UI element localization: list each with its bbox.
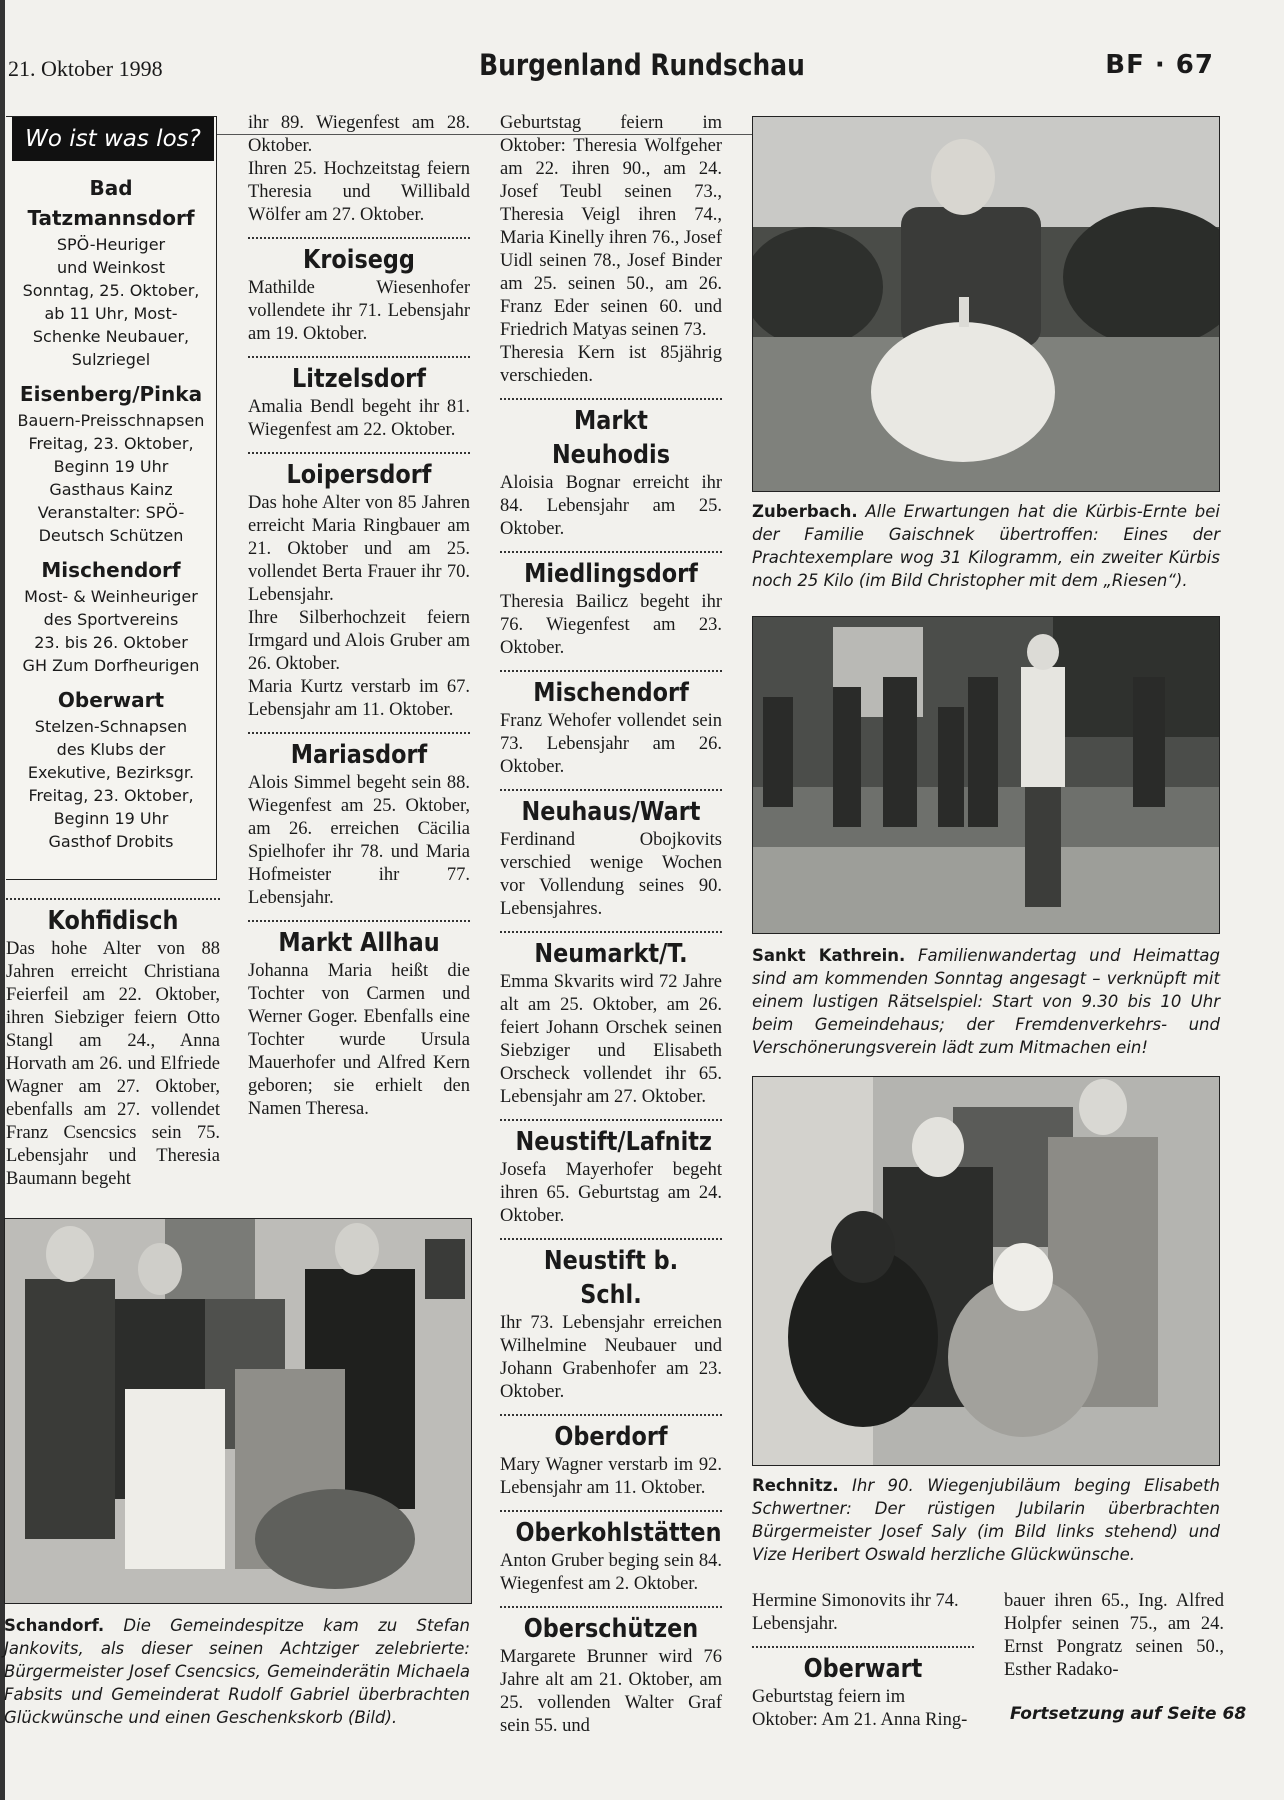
event-detail: Deutsch Schützen	[38, 526, 184, 545]
place-heading: Mariasdorf	[290, 740, 428, 770]
event-detail: Gasthof Drobits	[48, 832, 174, 851]
column-1	[6, 898, 220, 1191]
section-divider	[500, 398, 722, 400]
article-text: Geburtstag feiern im Oktober: Am 21. Anna Ring-	[752, 1687, 968, 1730]
section-divider	[6, 898, 220, 900]
article-text: bauer ihren 65., Ing. Alfred Holpfer seinen 75., am 24. Ernst Pongratz seinen 50., Esther Radako-	[1004, 1591, 1224, 1680]
place-heading: Loipersdorf	[286, 460, 432, 490]
section-divider	[248, 732, 470, 734]
article-text: Emma Skvarits wird 72 Jahre alt am 25. Oktober, am 26. feiert Johann Orschek seinen Siebziger und Elisabeth Orscheck vollendet ihr 65. Lebensjahr am 27. Oktober.	[500, 972, 722, 1107]
events-box	[6, 116, 217, 880]
newspaper-title: Burgenland Rundschau	[479, 48, 805, 82]
place-heading: Neuhaus/Wart	[521, 797, 701, 827]
article-text: Das hohe Alter von 85 Jahren erreicht Maria Ringbauer am 21. Oktober und am 25. vollendet Berta Frauer ihr 70. Lebensjahr.	[248, 493, 470, 605]
caption-rechnitz	[752, 1474, 1220, 1566]
article-text: Ihre Silberhochzeit feiern Irmgard und Alois Gruber am 26. Oktober.	[248, 608, 470, 674]
place-heading: Miedlingsdorf	[524, 559, 698, 589]
place-heading: Mischendorf	[533, 678, 689, 708]
caption-place: Sankt Kathrein.	[752, 946, 906, 965]
event-detail: Stelzen-Schnapsen	[34, 717, 188, 736]
event-detail: Veranstalter: SPÖ-	[37, 503, 185, 522]
place-heading: Markt Allhau	[278, 928, 440, 958]
event-place: Bad Tatzmannsdorf	[27, 176, 195, 230]
caption-text: Alle Erwartungen hat die Kürbis-Ernte bei der Familie Gaischnek übertroffen: Eines der Prachtexemplare wog 31 Kilogramm, ein zweiter Kürbis noch 25 Kilo (im Bild Christopher mit dem „Riesen“).	[752, 502, 1220, 590]
place-heading: Markt Neuhodis	[551, 406, 671, 470]
article-text: Theresia Bailicz begeht ihr 76. Wiegenfest am 23. Oktober.	[500, 592, 722, 658]
event-place: Oberwart	[57, 688, 165, 712]
caption-text: Familienwandertag und Heimattag sind am kommenden Sonntag angesagt – verknüpft mit einem lustigen Rätselspiel: Start von 9.30 bis 10 Uhr beim Gemeindehaus; der Fremdenverkehrs- und Verschönerungsverein lädt zum Mitmachen ein!	[752, 946, 1221, 1057]
caption-place: Rechnitz.	[752, 1476, 839, 1495]
column-3	[500, 112, 722, 1738]
article-text: Ihr 73. Lebensjahr erreichen Wilhelmine Neubauer und Johann Grabenhofer am 23. Oktober.	[500, 1313, 722, 1402]
section-divider	[500, 1119, 722, 1121]
event-detail: ab 11 Uhr, Most-	[44, 304, 178, 323]
photo-hiking-group	[752, 616, 1220, 934]
caption-sankt-kathrein	[752, 944, 1220, 1059]
section-divider	[248, 356, 470, 358]
place-heading: Neustift/Lafnitz	[515, 1127, 712, 1157]
article-text: Margarete Brunner wird 76 Jahre alt am 21. Oktober, am 25. vollenden Walter Graf sein 55. und	[500, 1647, 722, 1736]
event-detail: Exekutive, Bezirksgr.	[27, 763, 195, 782]
event-place: Mischendorf	[41, 558, 181, 582]
section-divider	[248, 920, 470, 922]
event-detail: und Weinkost	[57, 258, 165, 277]
photo-schandorf-group	[4, 1218, 472, 1604]
place-heading: Oberwart	[803, 1654, 923, 1684]
article-text: Mathilde Wiesenhofer vollendete ihr 71. Lebensjahr am 19. Oktober.	[248, 278, 470, 344]
article-text: Aloisia Bognar erreicht ihr 84. Lebensjahr am 25. Oktober.	[500, 473, 722, 539]
event-detail: Freitag, 23. Oktober,	[28, 434, 194, 453]
article-text: Hermine Simonovits ihr 74. Lebensjahr.	[752, 1591, 959, 1634]
event-detail: Beginn 19 Uhr	[53, 457, 169, 476]
article-text: Maria Kurtz verstarb im 67. Lebensjahr am 11. Oktober.	[248, 677, 470, 720]
continuation-note: Fortsetzung auf Seite 68	[1010, 1704, 1247, 1724]
caption-place: Zuberbach.	[752, 502, 858, 521]
place-heading: Kohfidisch	[47, 906, 179, 936]
issue-date: 21. Oktober 1998	[8, 56, 163, 81]
section-divider	[752, 1646, 974, 1648]
section-divider	[248, 452, 470, 454]
events-box-body	[6, 161, 216, 853]
article-text: Theresia Kern ist 85jährig verschieden.	[500, 343, 722, 386]
event-detail: Sonntag, 25. Oktober,	[22, 281, 200, 300]
section-divider	[500, 1510, 722, 1512]
caption-text: Die Gemeindespitze kam zu Stefan Jankovits, als dieser seinen Achtziger zelebrierte: Bürgermeister Josef Csencsics, Gemeinderätin Michaela Fabsits und Gemeinderat Rudolf Gabriel überbrachten Glückwünsche und einen Geschenkskorb (Bild).	[4, 1616, 471, 1727]
photo-pumpkin-boy	[752, 116, 1220, 492]
article-text: ihr 89. Wiegenfest am 28. Oktober.	[248, 113, 470, 156]
section-divider	[500, 1238, 722, 1240]
section-divider	[500, 1414, 722, 1416]
event-detail: Sulzriegel	[71, 350, 151, 369]
article-text: Johanna Maria heißt die Tochter von Carmen und Werner Goger. Ebenfalls eine Tochter wurde Ursula Mauerhofer und Alfred Kern geboren; sie erhielt den Namen Theresa.	[248, 961, 470, 1119]
article-text: Amalia Bendl begeht ihr 81. Wiegenfest am 22. Oktober.	[248, 397, 470, 440]
place-heading: Oberschützen	[523, 1614, 699, 1644]
article-text: Alois Simmel begeht sein 88. Wiegenfest am 25. Oktober, am 26. erreichen Cäcilia Spielhofer ihr 78. und Maria Hofmeister ihr 77. Lebensjahr.	[248, 773, 470, 908]
article-text: Mary Wagner verstarb im 92. Lebensjahr am 11. Oktober.	[500, 1455, 722, 1498]
event-detail: Freitag, 23. Oktober,	[28, 786, 194, 805]
section-divider	[500, 670, 722, 672]
article-text: Das hohe Alter von 88 Jahren erreicht Christiana Feierfeil am 22. Oktober, ihren Siebziger feiern Otto Stangl am 24., Anna Horvath am 26. und Elfriede Wagner am 27. Oktober, ebenfalls am 27. vollendet Franz Csencsics sein 75. Lebensjahr und Theresia Baumann begeht	[6, 939, 220, 1189]
event-detail: Schenke Neubauer,	[32, 327, 190, 346]
column-5	[1004, 1590, 1224, 1682]
place-heading: Neustift b. Schl.	[543, 1246, 679, 1310]
events-box-title: Wo ist was los?	[12, 117, 214, 161]
place-heading: Oberkohlstätten	[515, 1518, 722, 1548]
section-divider	[500, 551, 722, 553]
section-divider	[500, 1606, 722, 1608]
article-text: Franz Wehofer vollendet sein 73. Lebensjahr am 26. Oktober.	[500, 711, 722, 777]
article-text: Josefa Mayerhofer begeht ihren 65. Geburtstag am 24. Oktober.	[500, 1160, 722, 1226]
event-detail: des Klubs der	[56, 740, 166, 759]
photo-rechnitz-jubilee	[752, 1076, 1220, 1466]
place-heading: Kroisegg	[303, 245, 415, 275]
event-detail: Bauern-Preisschnapsen	[17, 411, 205, 430]
place-heading: Neumarkt/T.	[534, 939, 688, 969]
column-2	[248, 112, 470, 1121]
place-heading: Oberdorf	[554, 1422, 668, 1452]
article-text: Ihren 25. Hochzeitstag feiern Theresia und Willibald Wölfer am 27. Oktober.	[248, 159, 470, 225]
article-text: Anton Gruber beging sein 84. Wiegenfest am 2. Oktober.	[500, 1551, 722, 1594]
caption-zuberbach	[752, 500, 1220, 592]
event-detail: Gasthaus Kainz	[49, 480, 173, 499]
section-divider	[500, 789, 722, 791]
article-text: Ferdinand Obojkovits verschied wenige Wochen vor Vollendung seines 90. Lebensjahres.	[500, 830, 722, 919]
event-detail: Most- & Weinheuriger	[24, 587, 198, 606]
page-header	[0, 48, 1284, 90]
event-detail: des Sportvereins	[43, 610, 179, 629]
event-detail: 23. bis 26. Oktober	[34, 633, 188, 652]
event-detail: Beginn 19 Uhr	[53, 809, 169, 828]
event-detail: GH Zum Dorfheurigen	[22, 656, 200, 675]
place-heading: Litzelsdorf	[292, 364, 426, 394]
caption-place: Schandorf.	[4, 1616, 105, 1635]
article-text: Geburtstag feiern im Oktober: Theresia Wolfgeher am 22. ihren 90., am 24. Josef Teubl seinen 73., Theresia Veigl ihren 74., Maria Kinelly ihren 76., Josef Uidl seinen 78., Josef Binder am 25. seinen 50., am 26. Franz Eder seinen 60. und Friedrich Matyas seinen 73.	[500, 113, 722, 340]
event-detail: SPÖ-Heuriger	[56, 235, 166, 254]
caption-schandorf	[4, 1614, 470, 1729]
column-4	[752, 1590, 974, 1732]
caption-text: Ihr 90. Wiegenjubiläum beging Elisabeth Schwertner: Der rüstigen Jubilarin überbrachten Bürgermeister Josef Saly (im Bild links stehend) und Vize Heribert Oswald herzliche Glückwünsche.	[752, 1476, 1220, 1564]
page-number: BF · 67	[1105, 50, 1214, 80]
section-divider	[500, 931, 722, 933]
event-place: Eisenberg/Pinka	[19, 382, 203, 406]
section-divider	[248, 237, 470, 239]
